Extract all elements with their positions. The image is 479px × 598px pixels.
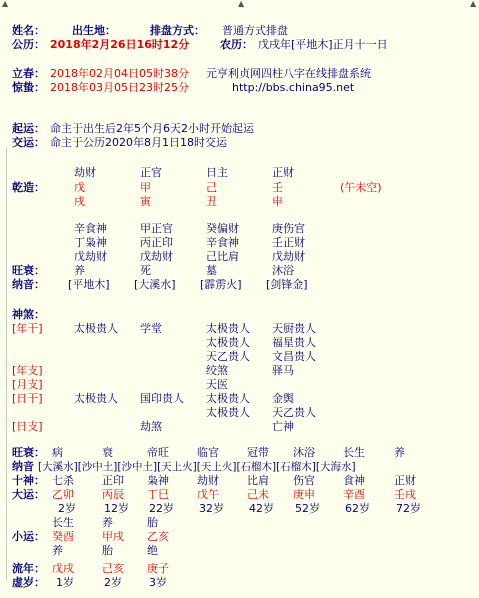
birthplace-label: 出生地： [72,24,116,37]
pillar-nayin: [霹雳火] [200,278,242,291]
dayun-shishen: 比肩 [247,474,269,487]
lichun-value: 2018年02月04日05时38分 [50,67,189,80]
qiyun-label: 起运： [12,122,45,135]
pillar-day-stem: 己 [206,181,217,194]
shensha-item: 福星贵人 [272,336,316,349]
dayun-age: 52岁 [295,502,320,515]
xiaoyun-top: 养 [102,516,113,529]
pillar-year-stem: 戊 [74,181,85,194]
jiaoyun-text: 命主于公历2020年8月1日18时交运 [50,136,227,149]
xiaoyun-ganzhi: 甲戌 [102,530,124,543]
shensha-item: 太极贵人 [74,322,118,335]
hidden-stem: 戊劫财 [140,250,173,263]
hidden-stem: 戊劫财 [74,250,107,263]
pillar-wangshuai: 沐浴 [272,264,294,277]
hidden-stem: 己比肩 [206,250,239,263]
dayun-shishen: 劫财 [197,474,219,487]
shensha-item: 绞煞 [206,364,228,377]
pillar-year-branch: 戌 [74,195,85,208]
dayun-wangshuai: 冠带 [247,446,269,459]
pillar-wangshuai: 养 [74,264,85,277]
xiaoyun-ganzhi: 癸酉 [52,530,74,543]
method-label: 排盘方式： [150,24,205,37]
kong-wang: (午未空) [340,181,382,194]
shensha-item: 太极贵人 [206,406,250,419]
dayun-wangshuai: 衰 [102,446,113,459]
dayun-nayin-label: 纳音 [12,460,34,473]
shensha-yuezhi-label: [月支] [12,378,43,391]
shensha-item: 天乙贵人 [272,406,316,419]
shensha-item: 天厨贵人 [272,322,316,335]
shensha-item: 文昌贵人 [272,350,316,363]
gregorian-value: 2018年2月26日16时12分 [50,38,190,51]
lichun-label: 立春： [12,67,45,80]
shensha-item: 国印贵人 [140,392,184,405]
name-label: 姓名： [12,24,45,37]
shensha-item: 驿马 [272,364,294,377]
corner-marker-middle: ▲ [238,0,245,8]
dayun-wangshuai: 病 [52,446,63,459]
shensha-nianzhi-label: [年支] [12,364,43,377]
wangshuai-label: 旺衰： [12,264,45,277]
dayun-ganzhi: 丙辰 [102,488,124,501]
xiaoyun-top: 长生 [52,516,74,529]
shensha-item: 天乙贵人 [206,350,250,363]
shensha-item: 太极贵人 [206,322,250,335]
liunian-year: 庚子 [147,562,169,575]
dayun-wangshuai: 长生 [343,446,365,459]
dayun-age: 12岁 [104,502,129,515]
dayun-ganzhi: 戊午 [197,488,219,501]
site-name: 元亨利贞网四柱八字在线排盘系统 [206,67,371,80]
hidden-stem: 甲正官 [140,222,173,235]
dayun-wangshuai: 沐浴 [293,446,315,459]
hidden-stem: 戊劫财 [272,250,305,263]
dayun-ganzhi: 己未 [247,488,269,501]
pillar-day-tengod: 日主 [206,166,228,179]
pillar-hour-branch: 申 [272,195,283,208]
pillar-year-tengod: 劫财 [74,166,96,179]
hidden-stem: 丁枭神 [74,236,107,249]
hidden-stem: 癸偏财 [206,222,239,235]
jingzhe-value: 2018年03月05日23时25分 [50,81,189,94]
xiaoyun-bottom: 绝 [147,544,158,557]
liunian-year: 戊戌 [52,562,74,575]
dayun-ganzhi: 庚申 [293,488,315,501]
shensha-label: 神煞： [12,308,45,321]
pillar-hour-tengod: 正财 [272,166,294,179]
lunar-value: 戊戌年[平地木]正月十一日 [258,38,388,51]
hidden-stem: 丙正印 [140,236,173,249]
pillar-month-stem: 甲 [140,181,151,194]
pillar-nayin: [剑锋金] [266,278,308,291]
dayun-ganzhi: 乙卯 [52,488,74,501]
dayun-shishen: 七杀 [52,474,74,487]
pillar-wangshuai: 墓 [206,264,217,277]
dayun-label: 大运： [12,488,45,501]
xusui-age: 1岁 [56,576,74,589]
xiaoyun-ganzhi: 乙亥 [147,530,169,543]
dayun-age: 72岁 [396,502,421,515]
pillar-day-branch: 丑 [206,195,217,208]
dayun-ganzhi: 丁巳 [147,488,169,501]
xusui-label: 虚岁： [12,576,45,589]
xusui-age: 3岁 [149,576,167,589]
dayun-wangshuai: 临官 [197,446,219,459]
shensha-item: 亡神 [272,420,294,433]
dayun-wangshuai: 养 [394,446,405,459]
pillar-hour-stem: 壬 [272,181,283,194]
shensha-item: 太极贵人 [206,336,250,349]
dayun-age: 2岁 [58,502,76,515]
corner-marker-right: ▲ [470,0,477,8]
shensha-item: 太极贵人 [74,392,118,405]
corner-marker-left: ▲ [2,0,9,8]
dayun-wangshuai: 帝旺 [147,446,169,459]
shensha-rigan-label: [日干] [12,392,43,405]
qiyun-text: 命主于出生后2年5个月6天2小时开始起运 [50,122,254,135]
liunian-year: 己亥 [102,562,124,575]
hidden-stem: 壬正财 [272,236,305,249]
shensha-item: 学堂 [140,322,162,335]
dayun-shishen: 正财 [394,474,416,487]
divider-line [6,148,7,580]
hidden-stem: 庚伤官 [272,222,305,235]
xiaoyun-bottom: 胎 [102,544,113,557]
dayun-shishen: 正印 [102,474,124,487]
shensha-item: 劫煞 [140,420,162,433]
shensha-rizhi-label: [日支] [12,420,43,433]
xiaoyun-label: 小运： [12,530,45,543]
site-url-link[interactable]: http://bbs.china95.net [232,81,355,94]
xiaoyun-top: 胎 [147,516,158,529]
hidden-stem: 辛食神 [206,236,239,249]
pillar-wangshuai: 死 [140,264,151,277]
pillar-nayin: [大溪水] [134,278,176,291]
dayun-age: 62岁 [345,502,370,515]
shensha-item: 天医 [206,378,228,391]
dayun-shishen: 食神 [343,474,365,487]
nayin-label: 纳音： [12,278,45,291]
pillar-month-branch: 寅 [140,195,151,208]
jiaoyun-label: 交运： [12,136,45,149]
jingzhe-label: 惊蛰： [12,81,45,94]
hidden-stem: 辛食神 [74,222,107,235]
gregorian-label: 公历： [12,38,45,51]
method-value: 普通方式排盘 [222,24,288,37]
dayun-shishen: 枭神 [147,474,169,487]
qianzao-label: 乾造： [12,181,45,194]
pillar-month-tengod: 正官 [140,166,162,179]
dayun-age: 42岁 [249,502,274,515]
dayun-wangshuai-label: 旺衰： [12,446,45,459]
liunian-label: 流年： [12,562,45,575]
dayun-ganzhi: 辛酉 [343,488,365,501]
dayun-ganzhi: 壬戌 [394,488,416,501]
shensha-item: 太极贵人 [206,392,250,405]
dayun-shishen: 伤官 [293,474,315,487]
shensha-niangan-label: [年干] [12,322,43,335]
dayun-shishen-label: 十神： [12,474,45,487]
lunar-label: 农历： [220,38,253,51]
dayun-age: 32岁 [199,502,224,515]
xusui-age: 2岁 [104,576,122,589]
shensha-item: 金舆 [272,392,294,405]
xiaoyun-bottom: 养 [52,544,63,557]
dayun-age: 22岁 [149,502,174,515]
pillar-nayin: [平地木] [68,278,110,291]
dayun-nayin: [大溪水][沙中土][沙中土][天上火][天上火][石榴木][石榴木][大海水] [38,461,356,473]
